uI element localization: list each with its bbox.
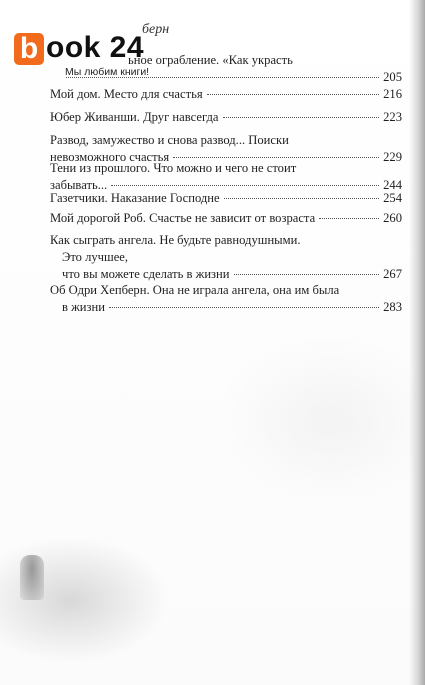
toc-entry-title-line: Мой дом. Место для счастья	[50, 87, 203, 101]
dot-leader	[207, 94, 379, 95]
toc-entry-title-line: Это лучшее,	[62, 250, 129, 264]
toc-page-number: 260	[383, 211, 402, 225]
dot-leader	[224, 198, 379, 199]
toc-entry-leader	[50, 86, 402, 103]
toc-entry-title-line: Юбер Живанши. Друг навсегда	[50, 110, 219, 124]
dot-leader	[66, 77, 379, 78]
toc-entry-leader	[50, 190, 402, 207]
toc-entry-title-line: что вы можете сделать в жизни	[62, 267, 230, 281]
toc-entry-title-line: Мой дорогой Роб. Счастье не зависит от возраста	[50, 211, 316, 225]
toc-entry[interactable]	[50, 232, 402, 283]
toc-entry-leader	[50, 69, 402, 86]
toc-entry-leader	[50, 210, 402, 227]
dot-leader	[234, 274, 380, 275]
dot-leader	[173, 157, 379, 158]
toc-page-number: 205	[383, 70, 402, 84]
toc-entry[interactable]	[50, 109, 402, 126]
toc-entry-title-line: Газетчики. Наказание Господне	[50, 191, 220, 205]
toc-entry-title-line: Развод, замужество и снова развод... Поиски	[50, 133, 289, 147]
page-edge-shadow	[409, 0, 425, 685]
toc-entry-leader	[50, 109, 402, 126]
toc-entry-title-line: забывать...	[50, 178, 108, 192]
toc-entry-leader	[50, 266, 402, 283]
toc-entry-title-line: невозможного счастья	[50, 150, 170, 164]
toc-entry[interactable]	[50, 86, 402, 103]
toc-page-number: 244	[383, 178, 402, 192]
faded-photo-figure	[20, 555, 44, 600]
toc-entry-title-line: Как сыграть ангела. Не будьте равнодушными.	[50, 233, 301, 247]
toc-entry[interactable]	[50, 190, 402, 207]
toc-entry-title-line: в жизни	[62, 300, 105, 314]
toc-entry-title-line: ьное ограбление. «Как украсть	[128, 53, 293, 67]
toc-entry[interactable]	[50, 282, 402, 316]
toc-entry[interactable]	[50, 210, 402, 227]
logo-tagline: Мы любим книги!	[65, 66, 150, 78]
toc-page-number: 229	[383, 150, 402, 164]
toc-page-number: 216	[383, 87, 402, 101]
dot-leader	[109, 307, 379, 308]
logo-letter-badge: b	[14, 33, 44, 65]
toc-page-number: 254	[383, 191, 402, 205]
toc-entry-leader	[50, 299, 402, 316]
dot-leader	[111, 185, 379, 186]
toc-entry[interactable]	[50, 160, 402, 194]
dot-leader	[319, 218, 379, 219]
toc-entry-title-line: Тени из прошлого. Что можно и чего не стоит	[50, 161, 297, 175]
logo-wordmark: ook 24	[46, 31, 145, 64]
toc-page-number: 223	[383, 110, 402, 124]
dot-leader	[223, 117, 380, 118]
running-header: берн	[142, 22, 170, 37]
toc-entry-title-line: Об Одри Хепберн. Она не играла ангела, она им была	[50, 283, 340, 297]
toc-page-number: 267	[383, 267, 402, 281]
toc-page-number: 283	[383, 300, 402, 314]
toc-entry[interactable]	[50, 52, 402, 86]
